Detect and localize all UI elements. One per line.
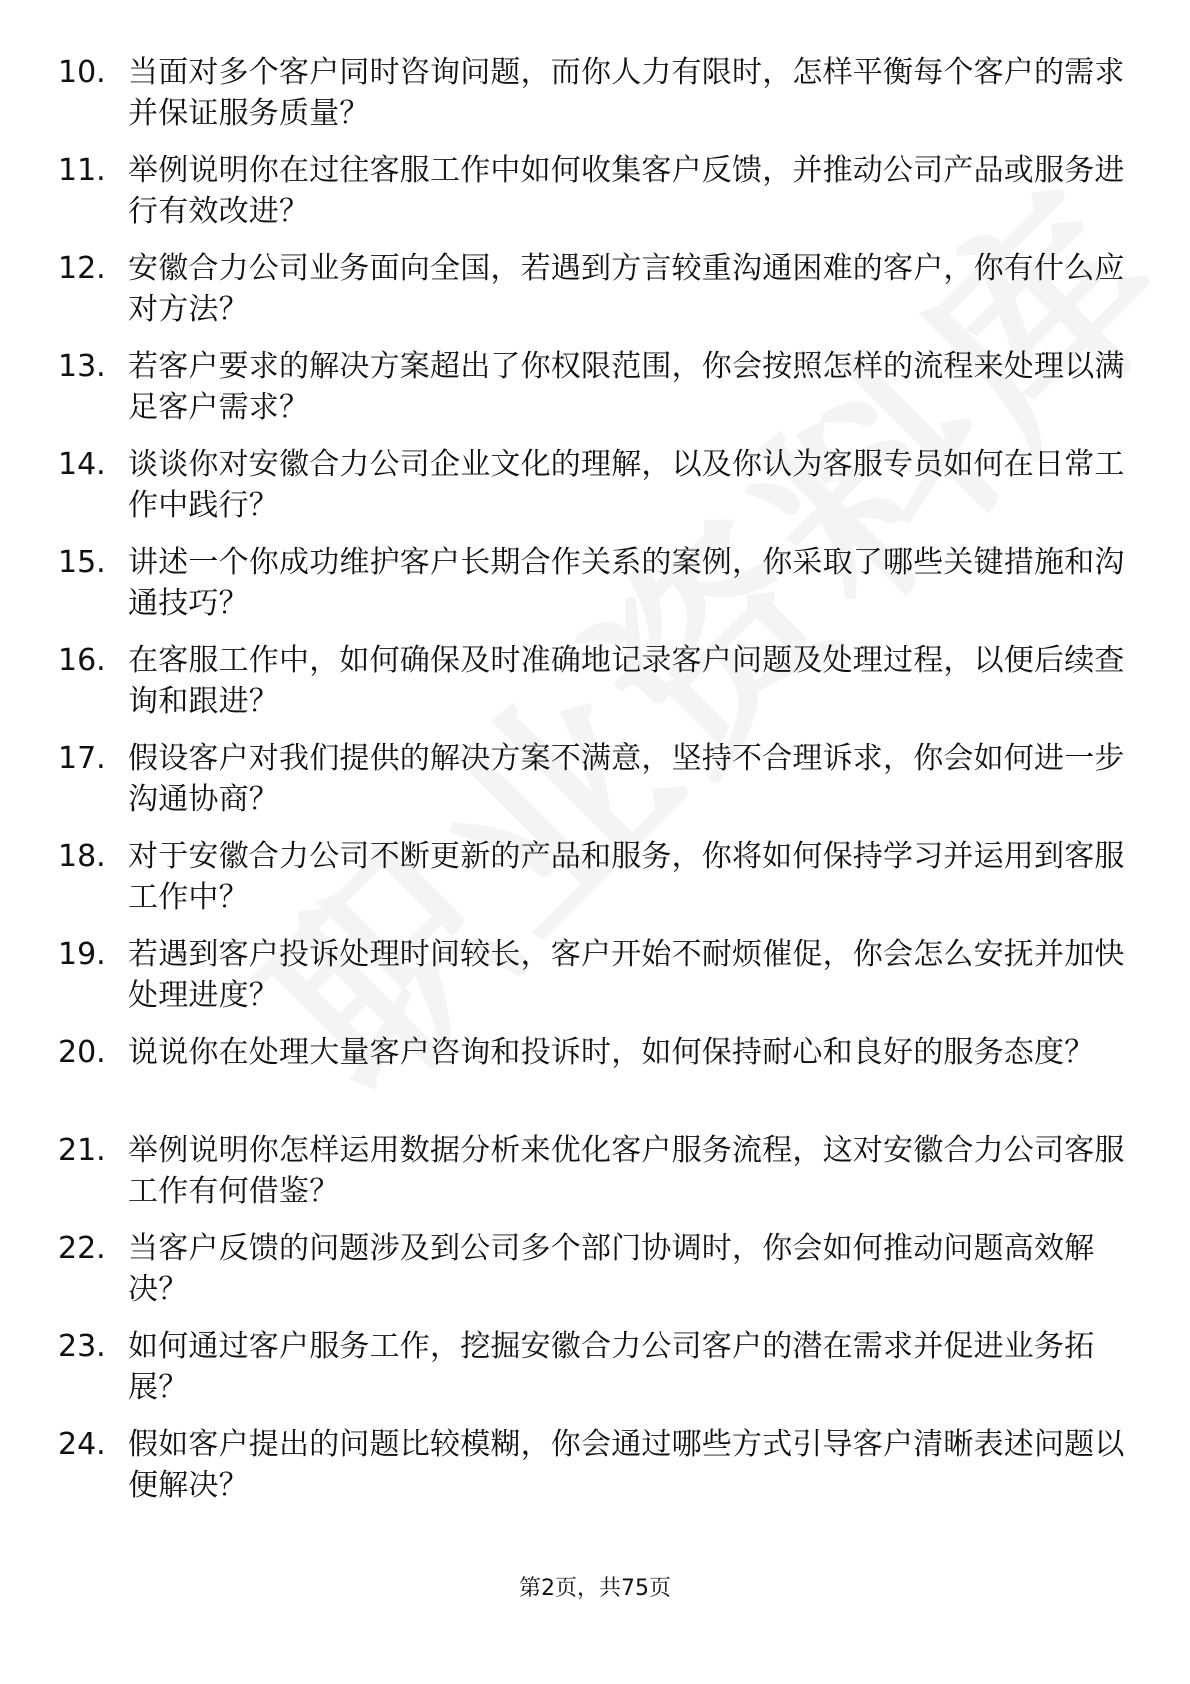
question-number: 19.: [58, 937, 106, 972]
question-item-24: [0, 1424, 1190, 1522]
question-text: 举例说明你在过往客服工作中如何收集客户反馈，并推动公司产品或服务进行有效改进？: [128, 153, 1125, 229]
question-text: 举例说明你怎样运用数据分析来优化客户服务流程，这对安徽合力公司客服工作有何借鉴？: [128, 1133, 1125, 1209]
question-text: 当客户反馈的问题涉及到公司多个部门协调时，你会如何推动问题高效解决？: [128, 1231, 1095, 1307]
question-text: 如何通过客户服务工作，挖掘安徽合力公司客户的潜在需求并促进业务拓展？: [128, 1329, 1095, 1405]
question-number: 14.: [58, 447, 106, 482]
question-number: 17.: [58, 741, 106, 776]
question-number: 23.: [58, 1329, 106, 1364]
question-number: 18.: [58, 839, 106, 874]
question-text: 假设客户对我们提供的解决方案不满意，坚持不合理诉求，你会如何进一步沟通协商？: [128, 741, 1125, 817]
question-text: 当面对多个客户同时咨询问题，而你人力有限时，怎样平衡每个客户的需求并保证服务质量？: [128, 55, 1125, 131]
question-text: 谈谈你对安徽合力公司企业文化的理解，以及你认为客服专员如何在日常工作中践行？: [128, 447, 1125, 523]
page-footer: [0, 1574, 1190, 1604]
question-text: 若客户要求的解决方案超出了你权限范围，你会按照怎样的流程来处理以满足客户需求？: [128, 349, 1125, 425]
question-number: 13.: [58, 349, 106, 384]
question-list: [0, 52, 1190, 1522]
question-item-19: [0, 934, 1190, 1032]
question-item-16: [0, 640, 1190, 738]
question-text: 安徽合力公司业务面向全国，若遇到方言较重沟通困难的客户，你有什么应对方法？: [128, 251, 1125, 327]
question-number: 11.: [58, 153, 106, 188]
question-number: 16.: [58, 643, 106, 678]
question-number: 15.: [58, 545, 106, 580]
question-item-18: [0, 836, 1190, 934]
question-item-13: [0, 346, 1190, 444]
question-text: 说说你在处理大量客户咨询和投诉时，如何保持耐心和良好的服务态度？: [128, 1035, 1095, 1070]
question-text: 对于安徽合力公司不断更新的产品和服务，你将如何保持学习并运用到客服工作中？: [128, 839, 1125, 915]
question-item-15: [0, 542, 1190, 640]
question-text: 假如客户提出的问题比较模糊，你会通过哪些方式引导客户清晰表述问题以便解决？: [128, 1427, 1125, 1503]
page-number-label: 第2页，共75页: [519, 1576, 671, 1601]
question-text: 若遇到客户投诉处理时间较长，客户开始不耐烦催促，你会怎么安抚并加快处理进度？: [128, 937, 1125, 1013]
question-text: 在客服工作中，如何确保及时准确地记录客户问题及处理过程，以便后续查询和跟进？: [128, 643, 1125, 719]
question-number: 21.: [58, 1133, 106, 1168]
question-item-17: [0, 738, 1190, 836]
question-item-12: [0, 248, 1190, 346]
question-item-21: [0, 1130, 1190, 1228]
question-item-14: [0, 444, 1190, 542]
question-text: 讲述一个你成功维护客户长期合作关系的案例，你采取了哪些关键措施和沟通技巧？: [128, 545, 1125, 621]
question-number: 24.: [58, 1427, 106, 1462]
question-item-23: [0, 1326, 1190, 1424]
question-item-11: [0, 150, 1190, 248]
question-number: 10.: [58, 55, 106, 90]
question-item-22: [0, 1228, 1190, 1326]
question-number: 22.: [58, 1231, 106, 1266]
question-item-20: [0, 1032, 1190, 1130]
question-number: 12.: [58, 251, 106, 286]
question-item-10: [0, 52, 1190, 150]
question-number: 20.: [58, 1035, 106, 1070]
